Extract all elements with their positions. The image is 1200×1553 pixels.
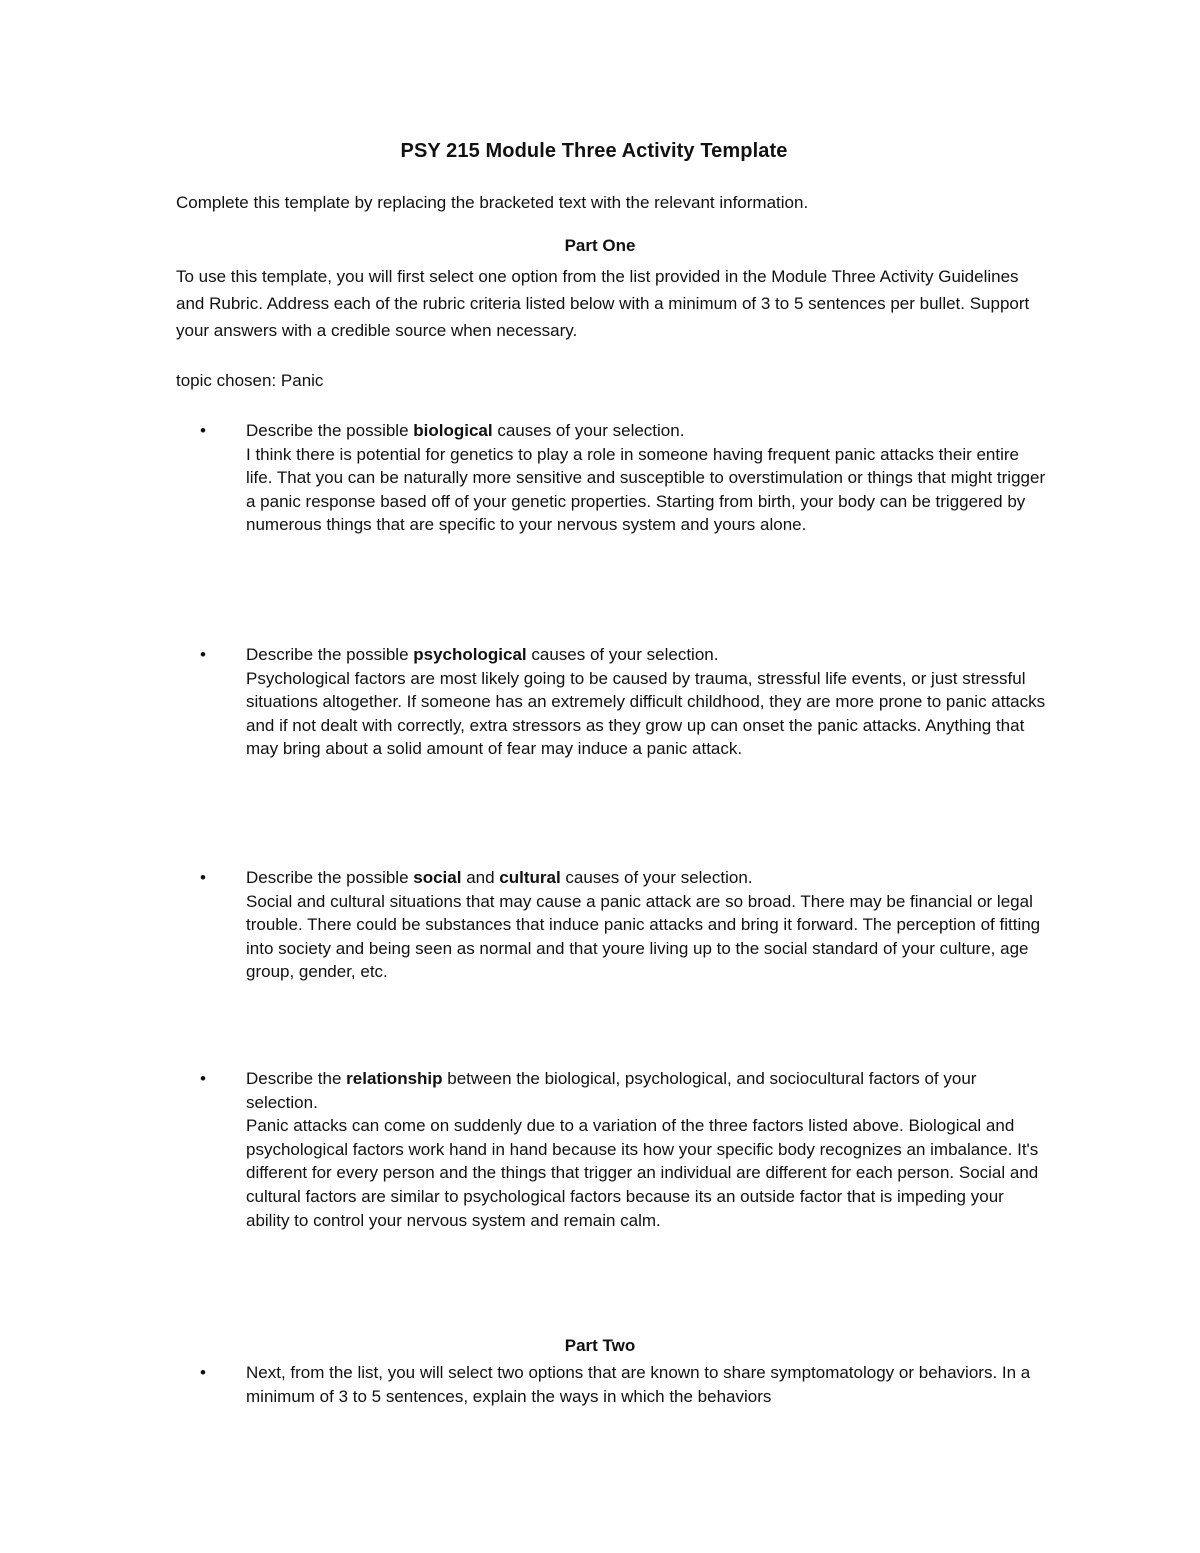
bullet-question: Describe the possible social and cultural causes of your selection. xyxy=(246,868,753,887)
part-one-heading: Part One xyxy=(564,236,636,255)
bullet-answer: Psychological factors are most likely going to be caused by trauma, stressful life events, or just stressful situations altogether. If someone has an extremely difficult childhood, they are more prone to panic attacks and if not dealt with correctly, extra stressors as they grow up can onset the panic attacks. Anything that may bring about a solid amount of fear may induce a panic attack. xyxy=(246,668,1046,759)
bullet-content xyxy=(246,866,1046,984)
bullet-question: Describe the possible psychological causes of your selection. xyxy=(246,645,719,664)
bullet-content xyxy=(246,643,1046,761)
bullet-question: Describe the relationship between the biological, psychological, and sociocultural factors of your selection. xyxy=(246,1069,977,1112)
bullet-content xyxy=(246,419,1046,537)
instructions-text: Complete this template by replacing the bracketed text with the relevant information. xyxy=(176,193,809,212)
topic-chosen: topic chosen: Panic xyxy=(176,371,324,390)
bullet-icon: • xyxy=(200,868,206,887)
part-one-intro: To use this template, you will first select one option from the list provided in the Module Three Activity Guidelines and Rubric. Address each of the rubric criteria listed below with a minimum of 3 to 5 sentences per bullet. Support your answers with a credible source when necessary. xyxy=(176,267,1030,340)
part-two-heading: Part Two xyxy=(564,1336,636,1355)
bullet-content: Next, from the list, you will select two options that are known to share symptomatology or behaviors. In a minimum of 3 to 5 sentences, explain the ways in which the behaviors xyxy=(246,1363,1031,1406)
bullet-icon: • xyxy=(200,1069,206,1088)
bullet-answer: Panic attacks can come on suddenly due to a variation of the three factors listed above. Biological and psychological factors work hand in hand because its how your specific body recognizes an imbalance. It's different for every person and the things that trigger an individual are different for each person. Social and cultural factors are similar to psychological factors because its an outside factor that is impeding your ability to control your nervous system and remain calm. xyxy=(246,1116,1039,1230)
bullet-answer: Social and cultural situations that may cause a panic attack are so broad. There may be financial or legal trouble. There could be substances that induce panic attacks and bring it forward. The perception of fitting into society and being seen as normal and that youre living up to the social standard of your culture, age group, gender, etc. xyxy=(246,891,1041,982)
bullet-answer: I think there is potential for genetics to play a role in someone having frequent panic attacks their entire life. That you can be naturally more sensitive and susceptible to overstimulation or things that might trigger a panic response based off of your genetic properties. Starting from birth, your body can be triggered by numerous things that are specific to your nervous system and yours alone. xyxy=(246,444,1046,535)
bullet-content xyxy=(246,1067,1046,1232)
document-title: PSY 215 Module Three Activity Template xyxy=(400,140,788,162)
bullet-question: Describe the possible biological causes of your selection. xyxy=(246,421,685,440)
bullet-icon: • xyxy=(200,421,206,440)
bullet-icon: • xyxy=(200,645,206,664)
bullet-icon: • xyxy=(200,1363,206,1382)
